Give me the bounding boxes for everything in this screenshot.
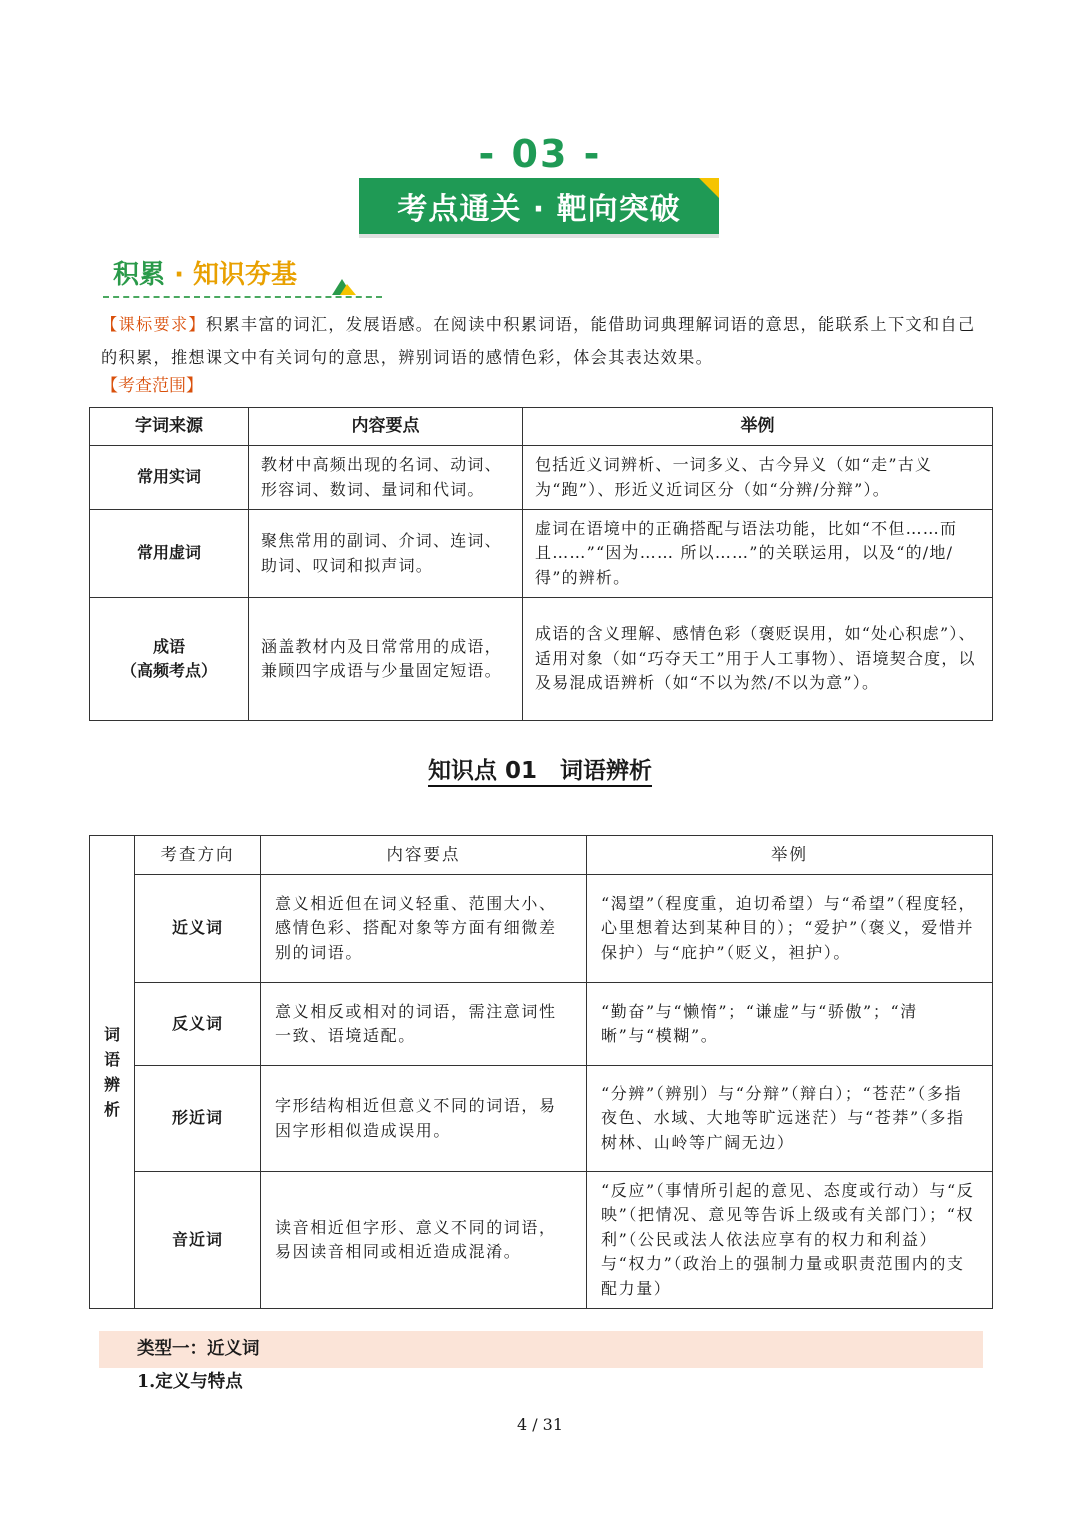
section-banner: 考点通关 · 靶向突破 xyxy=(359,178,719,234)
side-label xyxy=(90,836,135,1309)
knowledge-point-heading xyxy=(428,758,652,787)
table-cell-points: 意义相近但在词义轻重、范围大小、感情色彩、搭配对象等方面有细微差别的词语。 xyxy=(261,875,587,983)
page-number: 4 / 31 xyxy=(516,1415,564,1434)
scope-table xyxy=(89,407,993,721)
table-header-row xyxy=(90,836,993,875)
accumulation-title-sub: 知识夯基 xyxy=(193,260,298,290)
table-header: 举例 xyxy=(523,408,993,446)
table-cell-examples: 成语的含义理解、感情色彩（褒贬误用，如“处心积虑”）、适用对象（如“巧夺天工”用于人工事物）、语境契合度，以及易混成语辨析（如“不以为然/不以为意”）。 xyxy=(523,598,993,721)
table-header-row xyxy=(90,408,993,446)
table-cell-points: 聚焦常用的副词、介词、连词、助词、叹词和拟声词。 xyxy=(249,510,523,598)
table-cell-examples: “渴望”（程度重，迫切希望）与“希望”（程度轻，心里想着达到某种目的）；“爱护”（褒义，爱惜并保护）与“庇护”（贬义，袒护）。 xyxy=(587,875,993,983)
table-cell-points: 意义相反或相对的词语，需注意词性一致、语境适配。 xyxy=(261,983,587,1066)
knowledge-point-title xyxy=(0,752,1080,785)
mountain-icon xyxy=(330,276,358,296)
table-cell-points: 涵盖教材内及日常常用的成语，兼顾四字成语与少量固定短语。 xyxy=(249,598,523,721)
table-row xyxy=(90,983,993,1066)
knowledge-point-name: 词语辨析 xyxy=(560,758,652,787)
table-cell-examples: “反应”（事情所引起的意见、态度或行动）与“反映”（把情况、意见等告诉上级或有关部门）；“权利”（公民或法人依法应享有的权力和利益）与“权力”（政治上的强制力量或职责范围内的支配力量） xyxy=(587,1172,993,1309)
side-label-char: 词 xyxy=(103,1025,120,1044)
table-header: 内容要点 xyxy=(261,836,587,875)
word-analysis-table xyxy=(89,835,993,1309)
side-label-char: 析 xyxy=(103,1100,120,1119)
table-header: 考查方向 xyxy=(135,836,261,875)
table-row xyxy=(90,1066,993,1172)
accumulation-title-dot: · xyxy=(174,260,184,290)
table-header: 字词来源 xyxy=(90,408,249,446)
table-row xyxy=(90,446,993,510)
table-cell-points: 教材中高频出现的名词、动词、形容词、数词、量词和代词。 xyxy=(249,446,523,510)
type-heading: 类型一：近义词 xyxy=(137,1339,260,1359)
table-row xyxy=(90,598,993,721)
table-header: 举例 xyxy=(587,836,993,875)
table-cell-direction: 形近词 xyxy=(135,1066,261,1172)
table-cell-examples: “分辨”（辨别）与“分辩”（辩白）；“苍茫”（多指夜色、水域、大地等旷远迷茫）与“苍莽”（多指树林、山岭等广阔无边） xyxy=(587,1066,993,1172)
curriculum-tag: 【课标要求】 xyxy=(101,315,206,334)
accumulation-title xyxy=(113,254,297,291)
table-cell-direction: 音近词 xyxy=(135,1172,261,1309)
knowledge-point-label: 知识点 01 xyxy=(428,758,537,787)
table-row xyxy=(90,510,993,598)
table-row xyxy=(90,875,993,983)
table-cell-examples: 虚词在语境中的正确搭配与语法功能，比如“不但……而且……”“因为…… 所以……”的关联运用，以及“的/地/得”的辨析。 xyxy=(523,510,993,598)
scope-label: 【考查范围】 xyxy=(101,376,203,396)
curriculum-requirement xyxy=(101,308,986,374)
accumulation-divider xyxy=(103,296,382,298)
table-cell-source: 常用虚词 xyxy=(90,510,249,598)
definition-heading: 1.定义与特点 xyxy=(137,1372,243,1392)
banner-corner-decoration xyxy=(699,178,719,198)
source-sublabel: （高频考点） xyxy=(120,661,217,680)
side-label-char: 语 xyxy=(103,1050,120,1069)
table-cell-source xyxy=(90,598,249,721)
table-cell-examples: 包括近义词辨析、一词多义、古今异义（如“走”古义为“跑”）、形近义近词区分（如“分辨/分辩”）。 xyxy=(523,446,993,510)
table-cell-direction: 反义词 xyxy=(135,983,261,1066)
table-cell-direction: 近义词 xyxy=(135,875,261,983)
accumulation-title-main: 积累 xyxy=(113,260,166,290)
source-label: 成语 xyxy=(152,636,185,656)
section-number: - 03 - xyxy=(478,132,602,176)
table-row xyxy=(90,1172,993,1309)
side-label-char: 辨 xyxy=(103,1075,120,1094)
table-cell-points: 读音相近但字形、意义不同的词语，易因读音相同或相近造成混淆。 xyxy=(261,1172,587,1309)
table-cell-points: 字形结构相近但意义不同的词语，易因字形相似造成误用。 xyxy=(261,1066,587,1172)
table-cell-examples: “勤奋”与“懒惰”；“谦虚”与“骄傲”；“清晰”与“模糊”。 xyxy=(587,983,993,1066)
curriculum-text: 积累丰富的词汇，发展语感。在阅读中积累词语，能借助词典理解词语的意思，能联系上下文和自己的积累，推想课文中有关词句的意思，辨别词语的感情色彩，体会其表达效果。 xyxy=(101,315,976,367)
table-header: 内容要点 xyxy=(249,408,523,446)
table-cell-source: 常用实词 xyxy=(90,446,249,510)
